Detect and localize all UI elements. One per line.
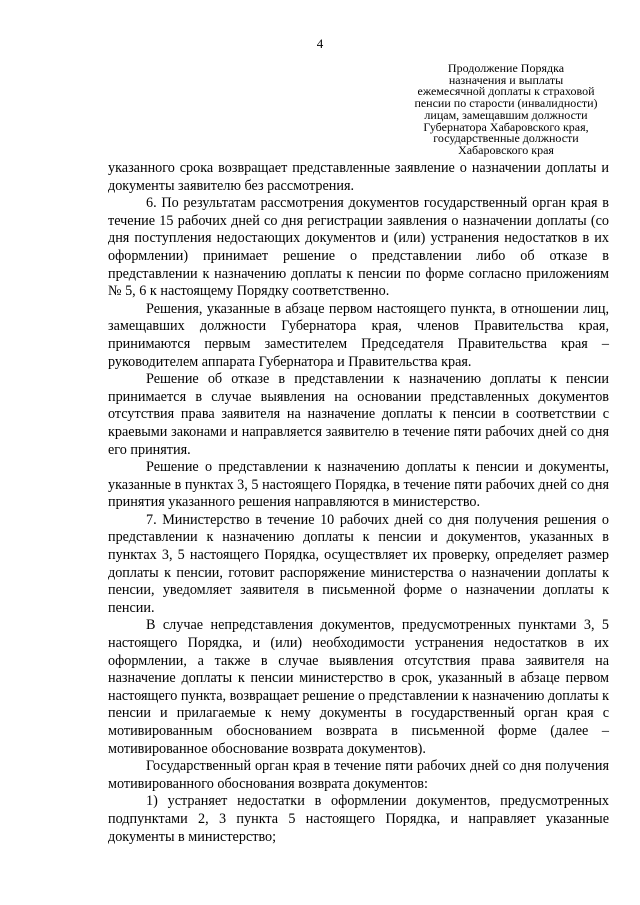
- paragraph: 1) устраняет недостатки в оформлении документов, предусмотренных подпунктами 2, 3 пункта 5 настоящего Порядка, и направляет указанные документы в министерство;: [108, 793, 609, 845]
- document-header: [398, 63, 614, 157]
- header-line: Хабаровского края: [458, 142, 554, 157]
- paragraph: указанного срока возвращает представленные заявление о назначении доплаты и документы заявителю без рассмотрения.: [108, 160, 609, 194]
- paragraph: 6. По результатам рассмотрения документов государственный орган края в течение 15 рабочих дней со дня регистрации заявления о назначении доплаты (со дня поступления недостающих документов и (или) устранения недостатков в их оформлении) принимает решение о представлении либо об отказе в представлении к назначению доплаты к пенсии по форме согласно приложениям № 5, 6 к настоящему Порядку соответственно.: [108, 195, 609, 300]
- header-line: ежемесячной доплаты к страховой: [417, 84, 595, 99]
- header-line: государственные должности: [433, 131, 579, 146]
- paragraph: Государственный орган края в течение пяти рабочих дней со дня получения мотивированного обоснования возврата документов:: [108, 758, 609, 792]
- paragraph: Решения, указанные в абзаце первом настоящего пункта, в отношении лиц, замещавших должности Губернатора края, членов Правительства края, принимаются первым заместителем Председателя Правительства края – руководителем аппарата Губернатора и Правительства края.: [108, 300, 609, 370]
- document-body: [108, 160, 609, 846]
- header-line: Продолжение Порядка: [447, 61, 565, 75]
- paragraph: В случае непредставления документов, предусмотренных пунктами 3, 5 настоящего Порядка, и (или) необходимости устранения недостатков в их оформлении, а также в случае выявления отсутствия права заявителя на назначение доплаты к пенсии министерство в срок, указанный в абзаце первом настоящего пункта, возвращает решение о представлении к назначению доплаты к пенсии и прилагаемые к нему документы в государственный орган края с мотивированным обоснованием возврата в письменной форме (далее – мотивированное обоснование возврата документов).: [108, 617, 609, 757]
- paragraph: 7. Министерство в течение 10 рабочих дней со дня получения решения о представлении к назначению доплаты к пенсии и документов, указанных в пунктах 3, 5 настоящего Порядка, осуществляет их проверку, определяет размер доплаты к пенсии, готовит распоряжение министерства о назначении доплаты к пенсии, уведомляет заявителя в письменной форме о назначении доплаты к пенсии.: [108, 511, 609, 616]
- paragraph: Решение о представлении к назначению доплаты к пенсии и документы, указанные в пунктах 3, 5 настоящего Порядка, в течение пяти рабочих дней со дня принятия указанного решения направляются в министерство.: [108, 459, 609, 511]
- header-line: назначения и выплаты: [448, 72, 564, 87]
- header-line: лицам, замещавшим должности: [424, 107, 588, 122]
- paragraph: Решение об отказе в представлении к назначению доплаты к пенсии принимается в случае выявления на основании представленных документов отсутствия права заявителя на назначение доплаты к пенсии в соответствии с краевыми законами и направляется заявителю в течение пяти рабочих дней со дня его принятия.: [108, 371, 609, 458]
- header-line: пенсии по старости (инвалидности): [414, 96, 598, 111]
- page-number: 4: [316, 36, 324, 51]
- header-line: Губернатора Хабаровского края,: [423, 119, 589, 134]
